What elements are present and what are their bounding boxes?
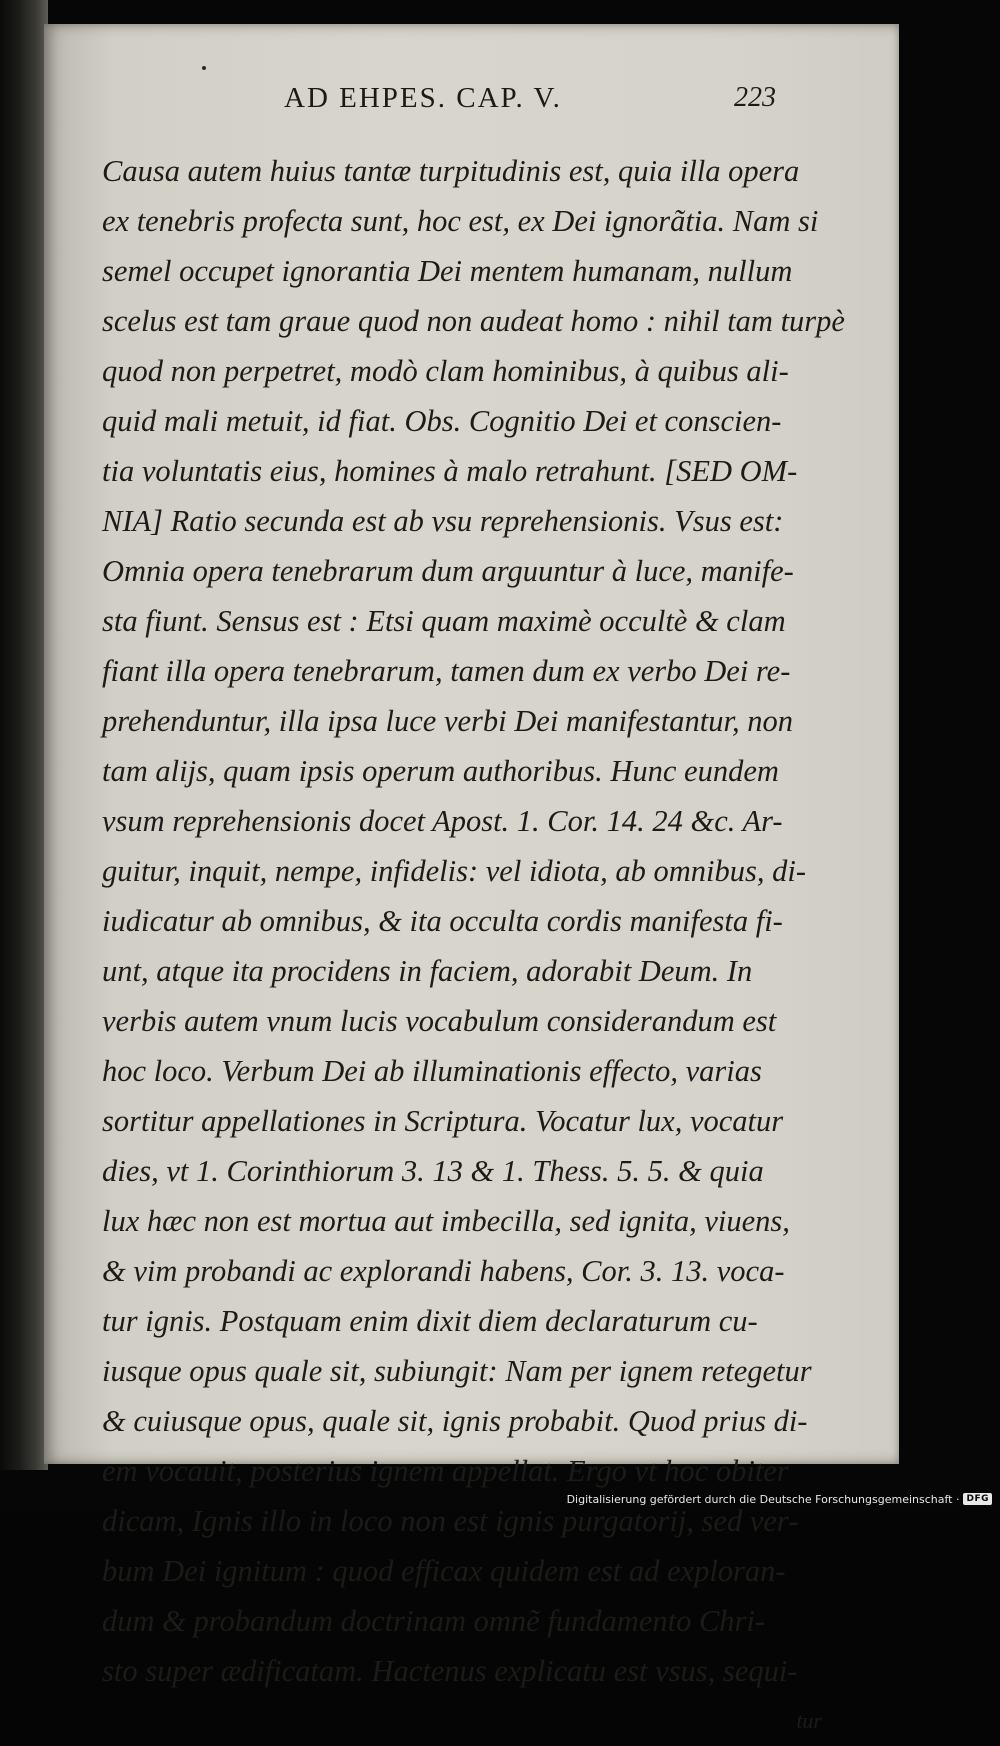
catchword: tur <box>796 1708 822 1733</box>
dfg-logo: DFG <box>963 1493 992 1505</box>
text-line: tur ignis. Postquam enim dixit diem declaraturum cu- <box>102 1304 758 1338</box>
text-line: vsum reprehensionis docet Apost. 1. Cor. 14. 24 &c. Ar- <box>102 804 783 838</box>
text-line: quod non perpetret, modò clam hominibus, à quibus ali- <box>102 354 789 388</box>
text-line: unt, atque ita procidens in faciem, adorabit Deum. In <box>102 954 753 988</box>
text-line: Causa autem huius tantæ turpitudinis est, quia illa opera <box>102 154 800 188</box>
page-number: 223 <box>734 82 776 113</box>
book-binding-edge <box>0 0 48 1470</box>
text-line: scelus est tam graue quod non audeat homo : nihil tam turpè <box>102 304 845 338</box>
ink-speck <box>202 66 206 70</box>
text-line: prehenduntur, illa ipsa luce verbi Dei manifestantur, non <box>102 704 793 738</box>
text-line: dicam, Ignis illo in loco non est ignis purgatorij, sed ver- <box>102 1504 799 1538</box>
text-line: dies, vt 1. Corinthiorum 3. 13 & 1. Thess. 5. 5. & quia <box>102 1154 764 1188</box>
credit-text: Digitalisierung gefördert durch die Deutsche Forschungsgemeinschaft · <box>566 1492 960 1506</box>
running-head <box>44 82 899 132</box>
text-line: & cuiusque opus, quale sit, ignis probabit. Quod prius di- <box>102 1404 808 1438</box>
text-line: verbis autem vnum lucis vocabulum considerandum est <box>102 1004 777 1038</box>
text-line: NIA] Ratio secunda est ab vsu reprehensionis. Vsus est: <box>102 504 784 538</box>
text-line: semel occupet ignorantia Dei mentem humanam, nullum <box>102 254 793 288</box>
text-line: iudicatur ab omnibus, & ita occulta cordis manifesta fi- <box>102 904 783 938</box>
digitization-credit <box>567 1490 992 1508</box>
text-line: bum Dei ignitum : quod efficax quidem est ad exploran- <box>102 1554 786 1588</box>
running-title: AD EHPES. CAP. V. <box>284 82 562 114</box>
text-line: lux hæc non est mortua aut imbecilla, sed ignita, viuens, <box>102 1204 790 1238</box>
text-line: quid mali metuit, id fiat. Obs. Cognitio Dei et conscien- <box>102 404 782 438</box>
text-line: sortitur appellationes in Scriptura. Vocatur lux, vocatur <box>102 1104 784 1138</box>
text-line: em vocauit, posterius ignem appellat. Ergo vt hoc obiter <box>102 1454 789 1488</box>
text-line: ex tenebris profecta sunt, hoc est, ex Dei ignorãtia. Nam si <box>102 204 819 238</box>
text-line: dum & probandum doctrinam omnẽ fundamento Chri- <box>102 1604 766 1638</box>
text-line: sto super ædificatam. Hactenus explicatu est vsus, sequi- <box>102 1654 798 1688</box>
text-line: Omnia opera tenebrarum dum arguuntur à luce, manife- <box>102 554 794 588</box>
text-line: guitur, inquit, nempe, infidelis: vel idiota, ab omnibus, di- <box>102 854 806 888</box>
text-line: tam alijs, quam ipsis operum authoribus. Hunc eundem <box>102 754 779 788</box>
text-line: sta fiunt. Sensus est : Etsi quam maximè occultè & clam <box>102 604 786 638</box>
text-line: fiant illa opera tenebrarum, tamen dum ex verbo Dei re- <box>102 654 791 688</box>
text-line: & vim probandi ac explorandi habens, Cor. 3. 13. voca- <box>102 1254 785 1288</box>
text-line: tia voluntatis eius, homines à malo retrahunt. [SED OM- <box>102 454 798 488</box>
text-line: hoc loco. Verbum Dei ab illuminationis effecto, varias <box>102 1054 762 1088</box>
text-line: iusque opus quale sit, subiungit: Nam per ignem retegetur <box>102 1354 812 1388</box>
